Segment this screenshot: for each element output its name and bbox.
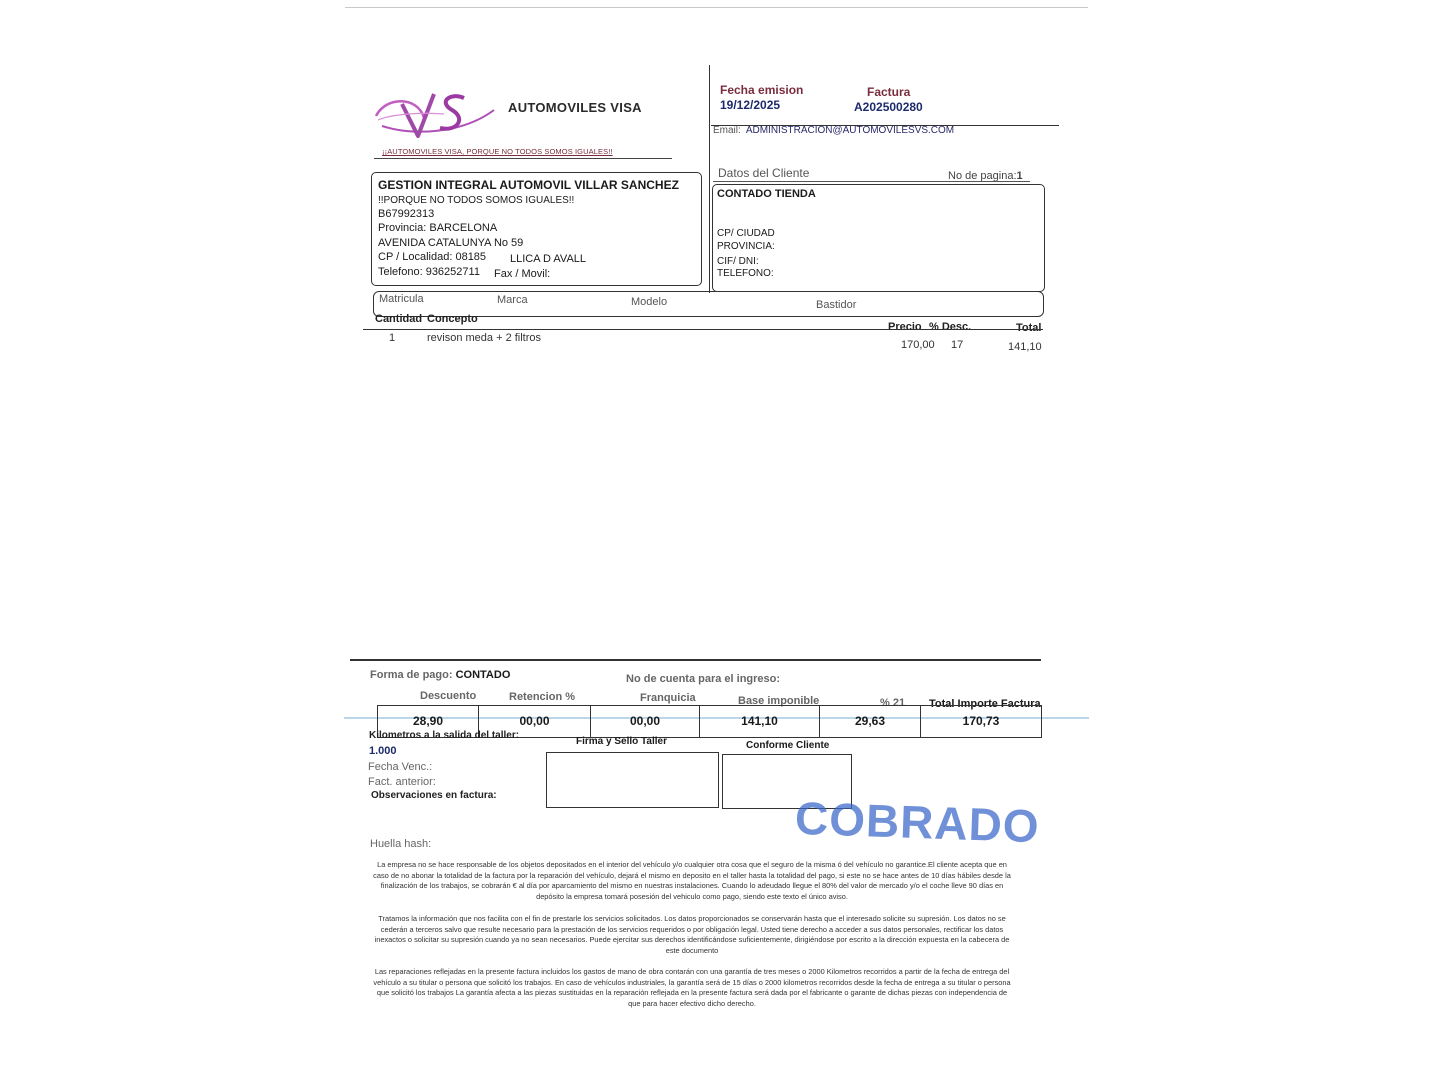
firma-box — [546, 752, 719, 808]
factura-number: A202500280 — [854, 100, 923, 114]
descuento-value: 28,90 — [412, 714, 444, 728]
company-info-box — [371, 172, 702, 286]
fecha-emision-label: Fecha emision — [720, 83, 804, 97]
client-phone: TELEFONO: — [717, 268, 774, 279]
divider — [363, 329, 1043, 330]
brand-name: AUTOMOVILES VISA — [508, 100, 642, 115]
conforme-label: Conforme Cliente — [746, 740, 830, 751]
col-precio: Precio — [888, 321, 922, 333]
bastidor-label: Bastidor — [816, 299, 857, 311]
company-name: GESTION INTEGRAL AUTOMOVIL VILLAR SANCHEZ — [378, 178, 679, 192]
modelo-label: Modelo — [631, 296, 668, 308]
divider — [374, 158, 672, 159]
item-cantidad: 1 — [389, 332, 396, 344]
email-value: ADMINISTRACION@AUTOMOVILESVS.COM — [745, 125, 955, 136]
forma-pago-label: Forma de pago: — [370, 669, 453, 681]
marca-label: Marca — [497, 294, 528, 306]
header-divider — [709, 65, 710, 293]
divider — [350, 659, 1041, 661]
firma-label: Firma y Sello Taller — [576, 736, 667, 747]
base-cell — [700, 706, 820, 737]
col-desc: % Desc. — [929, 321, 972, 333]
brand-slogan: ¡¡AUTOMOVILES VISA, PORQUE NO TODOS SOMOS IGUALES!! — [382, 147, 613, 156]
client-provincia: PROVINCIA: — [717, 241, 775, 252]
company-localidad: LLICA D AVALL — [510, 253, 587, 265]
total-cell — [921, 706, 1041, 737]
franquicia-cell — [591, 706, 700, 737]
col-cantidad: Cantidad — [375, 313, 423, 325]
client-info-box — [712, 184, 1045, 292]
fact-anterior-label: Fact. anterior: — [368, 776, 436, 788]
forma-pago — [370, 669, 510, 681]
company-fax: Fax / Movil: — [494, 268, 551, 280]
legal-paragraph: La empresa no se hace responsable de los objetos depositados en el interior del vehículo y/o cualquier otra cosa que el seguro de la misma ó del vehículo no garantice.El cliente acepta que en caso de no abonar la totalidad de la factura por la reparación del vehículo, dejará el mismo en deposito en el taller hasta la totalidad del pago, si este no se hace antes de 10 días hábiles desde la finalización de los trabajos, se cobrarán € al día por aparcamiento del mismo en nuestras instalaciones. Cuando lo adeudado llegue el 80% del valor de mercado y/o el coche lleve 90 días en depósito la empresa tomará posesión del vehiculo como pago, siendo este texto el único aviso. — [373, 860, 1011, 901]
franquicia-value: 00,00 — [629, 714, 661, 728]
email-line — [713, 125, 954, 136]
client-name: CONTADO TIENDA — [717, 188, 816, 200]
email-label: Email: — [713, 125, 741, 136]
cobrado-stamp: COBRADO — [794, 791, 1041, 853]
page-number-value: 1 — [1016, 170, 1023, 182]
item-total: 141,10 — [1008, 341, 1042, 353]
factura-label: Factura — [867, 85, 911, 99]
scan-top-edge — [345, 7, 1088, 8]
fecha-venc-label: Fecha Venc.: — [368, 761, 433, 773]
total-value: 170,73 — [962, 714, 1000, 728]
franquicia-label: Franquicia — [640, 692, 696, 704]
forma-pago-value: CONTADO — [455, 669, 511, 681]
company-nif: B67992313 — [378, 208, 435, 220]
descuento-label: Descuento — [420, 690, 477, 702]
km-label: Kilometros a la salida del taller: — [369, 730, 520, 741]
km-value: 1.000 — [369, 745, 397, 757]
vs-logo — [372, 88, 502, 148]
iva-cell — [820, 706, 921, 737]
iva-value: 29,63 — [854, 714, 886, 728]
legal-paragraph: Las reparaciones reflejadas en la presente factura incluidos los gastos de mano de obra contarán con una garantía de tres meses o 2000 Kilometros recorridos a partir de la fecha de entrega del vehículo a su titular o persona que solicitó los trabajos. En caso de vehículos industriales, la garantía será de 15 días o 2000 kilometros recorridos desde la fecha de entrega a su titular o persona que solicitó los trabajos La garantía afecta a las piezas sustituidas en la reparación reflejada en la presente factura será dada por el fabricante o garante de dichas piezas con independencia de que para hacer efectivo dicho derecho. — [373, 967, 1011, 1008]
item-concepto: revison meda + 2 filtros — [427, 332, 542, 344]
col-concepto: Concepto — [427, 313, 478, 325]
company-cp: CP / Localidad: 08185 — [378, 251, 487, 263]
company-provincia: Provincia: BARCELONA — [378, 222, 498, 234]
client-cif: CIF/ DNI: — [717, 256, 759, 267]
item-desc: 17 — [951, 339, 964, 351]
col-total: Total — [1016, 322, 1042, 334]
base-label: Base imponible — [738, 695, 820, 707]
base-value: 141,10 — [741, 714, 778, 728]
retencion-label: Retencion % — [509, 691, 576, 703]
observaciones-label: Observaciones en factura: — [371, 790, 497, 801]
company-address: AVENIDA CATALUNYA No 59 — [378, 237, 524, 249]
divider — [713, 181, 1030, 182]
retencion-value: 00,00 — [519, 714, 550, 728]
page-number-label: No de pagina: — [948, 170, 1017, 182]
total-label: Total Importe Factura — [929, 698, 1041, 710]
iva-label: % 21 — [880, 697, 906, 709]
legal-paragraph: Tratamos la información que nos facilita con el fin de prestarle los servicios solicitados. Los datos proporcionados se conservarán hasta que el interesado solicite su supresión. Los datos no se cederán a terceros salvo que resulte necesario para la prestación de los servicios requeridos o por obligación legal. Usted tiene derecho a acceder a sus datos personales, rectificar los datos inexactos o solicitar su supresión cuando ya no sean necesarios. Puede ejercitar sus derechos identificándose suficientemente, dirigiéndose por escrito a la dirección expuesta en la cabecera de este documento — [374, 914, 1010, 955]
company-motto: !!PORQUE NO TODOS SOMOS IGUALES!! — [378, 195, 575, 206]
cuenta-label: No de cuenta para el ingreso: — [626, 673, 781, 685]
client-cp: CP/ CIUDAD — [717, 228, 775, 239]
matricula-label: Matricula — [379, 293, 424, 305]
client-title: Datos del Cliente — [718, 166, 810, 180]
item-precio: 170,00 — [901, 339, 935, 351]
company-phone: Telefono: 936252711 — [378, 266, 480, 278]
huella-label: Huella hash: — [370, 838, 432, 850]
fecha-emision: 19/12/2025 — [720, 98, 781, 112]
